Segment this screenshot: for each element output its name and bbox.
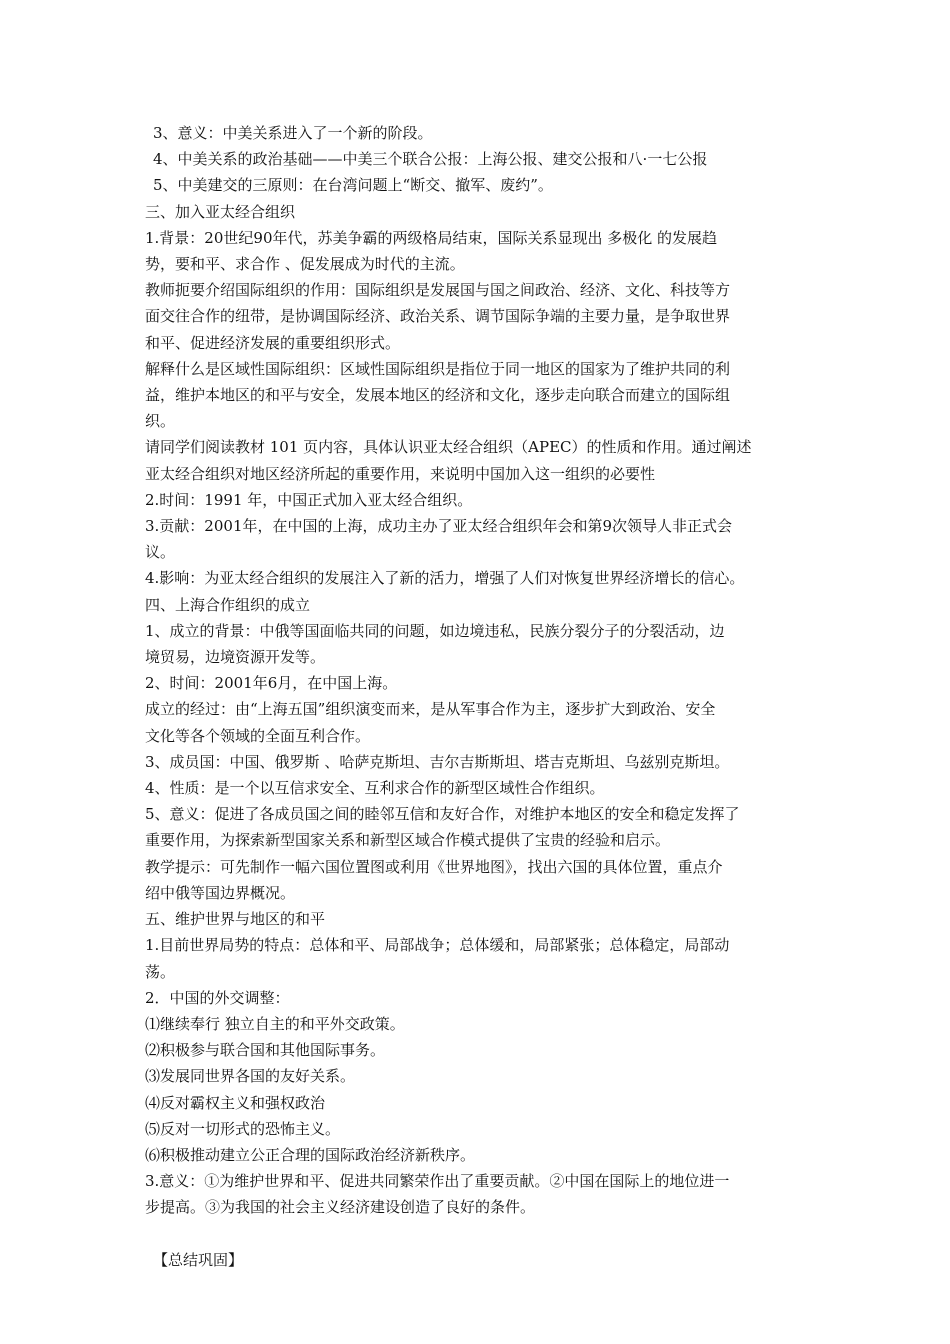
paragraph-line: 4.影响：为亚太经合组织的发展注入了新的活力，增强了人们对恢复世界经济增长的信心。 — [145, 569, 745, 588]
list-item: ⑶发展同世界各国的友好关系。 — [145, 1067, 356, 1086]
list-item: ⑷反对霸权主义和强权政治 — [145, 1093, 326, 1112]
paragraph-line: 成立的经过：由“上海五国”组织演变而来，是从军事合作为主，逐步扩大到政治、安全 — [145, 700, 716, 719]
paragraph-line: 织。 — [145, 412, 176, 431]
paragraph-line: 重要作用，为探索新型国家关系和新型区域合作模式提供了宝贵的经验和启示。 — [145, 831, 671, 850]
list-item: ⑹积极推动建立公正合理的国际政治经济新秩序。 — [145, 1145, 476, 1164]
paragraph-line: 2．中国的外交调整： — [145, 988, 290, 1007]
summary-heading: 【总结巩固】 — [153, 1250, 244, 1269]
paragraph-line: 荡。 — [145, 962, 176, 981]
paragraph-line: 5、中美建交的三原则：在台湾问题上“断交、撤军、废约”。 — [153, 176, 553, 195]
paragraph-line: 3、意义：中美关系进入了一个新的阶段。 — [153, 124, 433, 142]
paragraph-line: 5、意义：促进了各成员国之间的睦邻互信和友好合作，对维护本地区的安全和稳定发挥了 — [145, 805, 740, 824]
paragraph-line: 议。 — [145, 543, 176, 562]
paragraph-line: 教学提示：可先制作一幅六国位置图或利用《世界地图》，找出六国的具体位置，重点介 — [145, 857, 723, 876]
paragraph-line: 请同学们阅读教材 101 页内容，具体认识亚太经合组织（APEC）的性质和作用。通过阐述 — [145, 438, 752, 457]
section-heading: 三、加入亚太经合组织 — [145, 202, 296, 221]
paragraph-line: 势，要和平、求合作 、促发展成为时代的主流。 — [145, 255, 465, 274]
spacer — [145, 1221, 825, 1247]
paragraph-line: 1.背景：20世纪90年代，苏美争霸的两级格局结束，国际关系显现出 多极化 的发展趋 — [145, 228, 718, 247]
document-body — [145, 120, 825, 1273]
paragraph-line: 3、成员国：中国、俄罗斯 、哈萨克斯坦、吉尔吉斯斯坦、塔吉克斯坦、乌兹别克斯坦。 — [145, 752, 730, 771]
paragraph-line: 1、成立的背景：中俄等国面临共同的问题，如边境违私，民族分裂分子的分裂活动，边 — [145, 621, 725, 640]
paragraph-line: 1.目前世界局势的特点：总体和平、局部战争；总体缓和，局部紧张；总体稳定，局部动 — [145, 936, 730, 955]
paragraph-line: 益，维护本地区的和平与安全，发展本地区的经济和文化，逐步走向联合而建立的国际组 — [145, 386, 731, 405]
paragraph-line: 绍中俄等国边界概况。 — [145, 883, 296, 902]
list-item: ⑸反对一切形式的恐怖主义。 — [145, 1119, 341, 1138]
paragraph-line: 2.时间：1991 年，中国正式加入亚太经合组织。 — [145, 490, 473, 509]
paragraph-line: 教师扼要介绍国际组织的作用：国际组织是发展国与国之间政治、经济、文化、科技等方 — [145, 281, 731, 300]
paragraph-line: 4、性质：是一个以互信求安全、互利求合作的新型区域性合作组织。 — [145, 779, 605, 798]
paragraph-line: 面交往合作的纽带，是协调国际经济、政治关系、调节国际争端的主要力量，是争取世界 — [145, 307, 731, 326]
list-item: ⑴继续奉行 独立自主的和平外交政策。 — [145, 1014, 405, 1033]
section-heading: 五、维护世界与地区的和平 — [145, 910, 326, 929]
paragraph-line: 3.贡献：2001年，在中国的上海，成功主办了亚太经合组织年会和第9次领导人非正式会 — [145, 517, 733, 536]
paragraph-line: 境贸易，边境资源开发等。 — [145, 648, 326, 667]
paragraph-line: 文化等各个领域的全面互利合作。 — [145, 726, 371, 745]
list-item: ⑵积极参与联合国和其他国际事务。 — [145, 1041, 386, 1060]
paragraph-line: 解释什么是区域性国际组织：区域性国际组织是指位于同一地区的国家为了维护共同的利 — [145, 359, 731, 378]
paragraph-line: 4、中美关系的政治基础——中美三个联合公报：上海公报、建交公报和八·一七公报 — [153, 150, 708, 169]
paragraph-line: 2、时间：2001年6月，在中国上海。 — [145, 674, 398, 693]
paragraph-line: 3.意义：①为维护世界和平、促进共同繁荣作出了重要贡献。②中国在国际上的地位进一 — [145, 1172, 730, 1191]
paragraph-line: 和平、促进经济发展的重要组织形式。 — [145, 333, 401, 352]
section-heading: 四、上海合作组织的成立 — [145, 595, 311, 614]
paragraph-line: 步提高。③为我国的社会主义经济建设创造了良好的条件。 — [145, 1198, 536, 1217]
paragraph-line: 亚太经合组织对地区经济所起的重要作用，来说明中国加入这一组织的必要性 — [145, 464, 656, 483]
